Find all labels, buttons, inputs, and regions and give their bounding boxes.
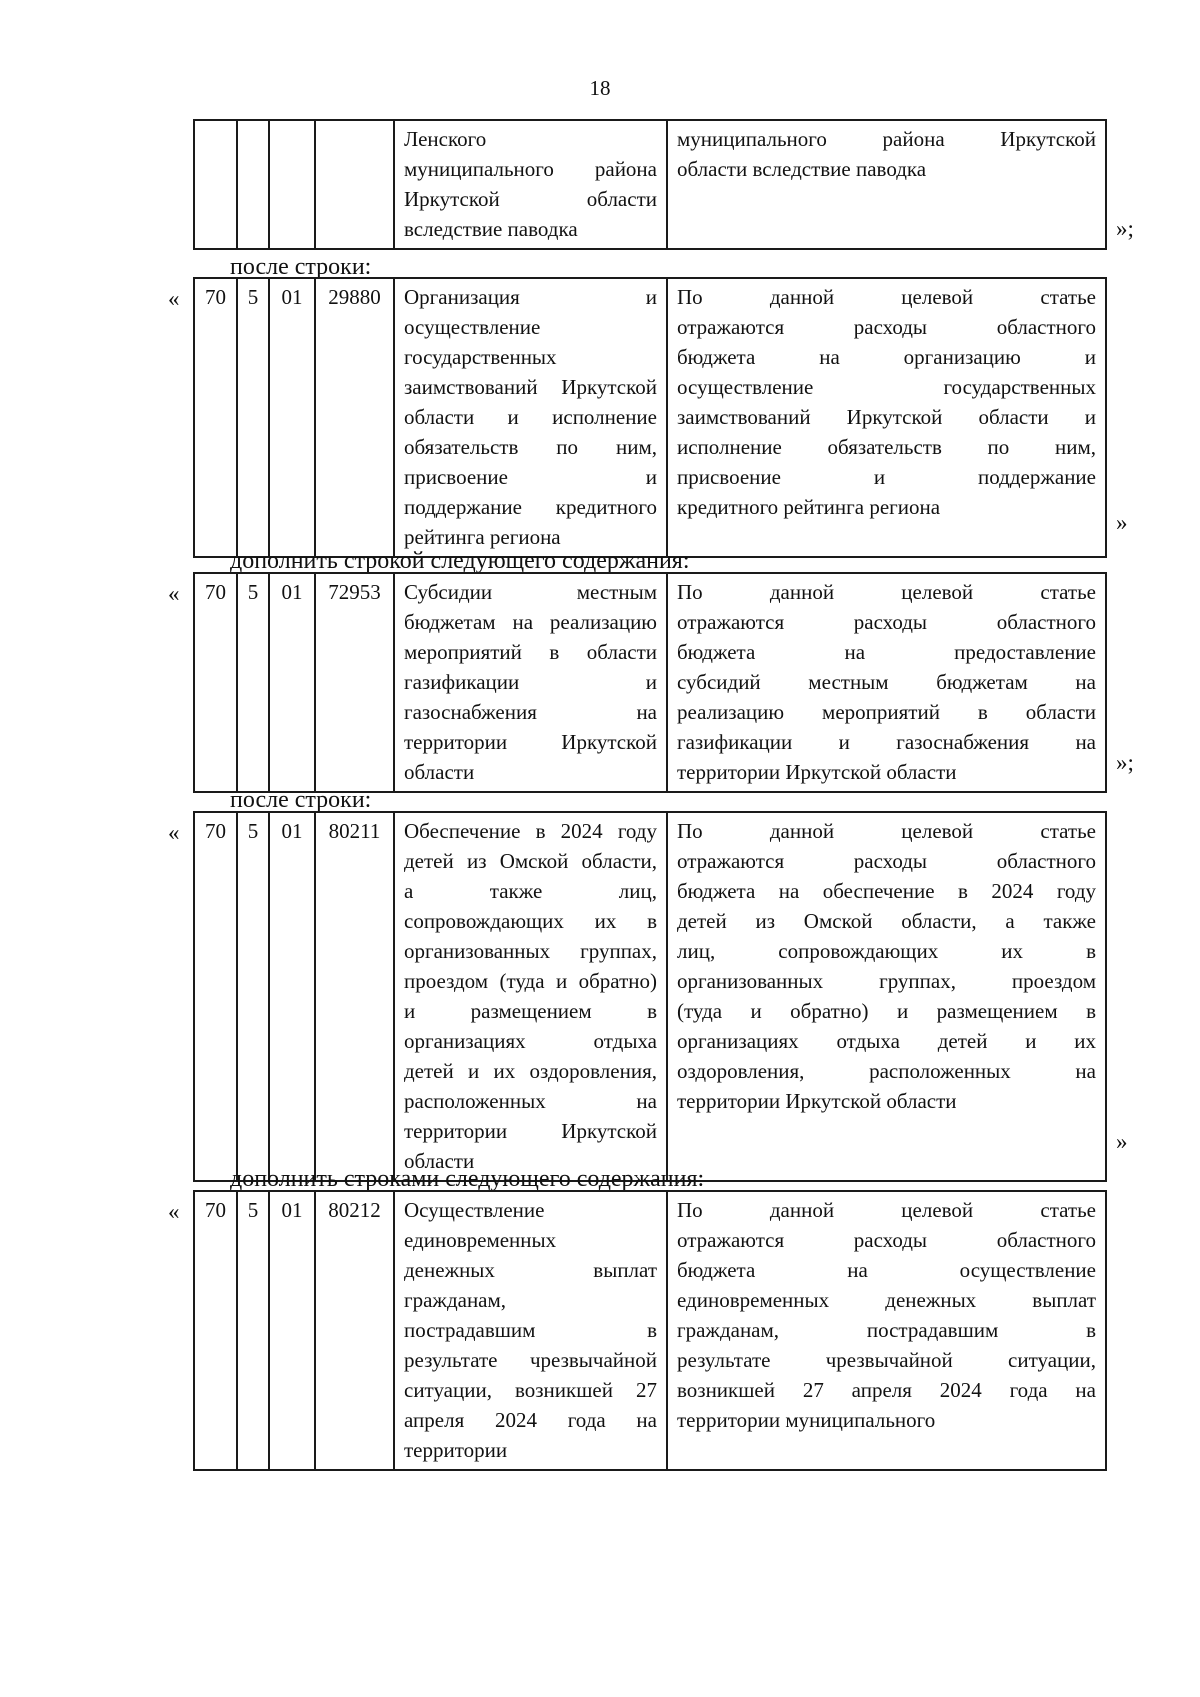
table-row — [194, 812, 1106, 1181]
code-col-4: 80212 — [315, 1191, 394, 1470]
item-description-line: исполнение обязательств по ним, — [677, 435, 1096, 459]
item-description-line: бюджета на осуществление — [677, 1258, 1096, 1282]
item-description-line: заимствований Иркутской области и — [677, 405, 1096, 429]
item-description-line: муниципального района Иркутской — [677, 127, 1096, 151]
code-col-3: 01 — [269, 1191, 315, 1470]
item-name-line: территории Иркутской — [404, 1119, 657, 1143]
budget-code-table — [193, 572, 1107, 793]
code-col-1: 70 — [194, 278, 237, 557]
code-col-1: 70 — [194, 573, 237, 792]
item-name-line: заимствований Иркутской — [404, 375, 657, 399]
budget-code-table — [193, 811, 1107, 1182]
item-description-line: осуществление государственных — [677, 375, 1096, 399]
code-col-2: 5 — [237, 1191, 269, 1470]
item-description-line: отражаются расходы областного — [677, 1228, 1096, 1252]
item-name-line: осуществление — [404, 315, 541, 339]
item-description-line: По данной целевой статье — [677, 580, 1096, 604]
item-name-line: организациях отдыха — [404, 1029, 657, 1053]
code-col-1 — [194, 120, 237, 249]
item-name-line: области — [404, 1149, 475, 1173]
item-name-line: денежных выплат — [404, 1258, 657, 1282]
item-name-line: и размещением в — [404, 999, 657, 1023]
item-description-line: лиц, сопровождающих их в — [677, 939, 1096, 963]
code-col-2: 5 — [237, 573, 269, 792]
item-description-line: бюджета на организацию и — [677, 345, 1096, 369]
item-description-line: бюджета на предоставление — [677, 640, 1096, 664]
item-name-line: рейтинга региона — [404, 525, 561, 549]
item-name-line: Иркутской области — [404, 187, 657, 211]
item-name-line: государственных — [404, 345, 557, 369]
code-col-1: 70 — [194, 1191, 237, 1470]
item-description-line: единовременных денежных выплат — [677, 1288, 1096, 1312]
item-description-line: По данной целевой статье — [677, 285, 1096, 309]
item-name-cell — [394, 278, 667, 557]
item-name-line: сопровождающих их в — [404, 909, 657, 933]
item-description-cell — [667, 1191, 1106, 1470]
item-description-cell — [667, 573, 1106, 792]
item-name-line: проездом (туда и обратно) — [404, 969, 657, 993]
open-quote-mark: « — [168, 820, 180, 845]
open-quote-mark: « — [168, 286, 180, 311]
code-col-3: 01 — [269, 278, 315, 557]
item-name-line: организованных группах, — [404, 939, 657, 963]
item-name-line: Осуществление — [404, 1198, 545, 1222]
item-name-line: бюджетам на реализацию — [404, 610, 657, 634]
code-col-2: 5 — [237, 812, 269, 1181]
item-description-line: отражаются расходы областного — [677, 315, 1096, 339]
code-col-2 — [237, 120, 269, 249]
close-quote-mark: »; — [1116, 216, 1134, 241]
item-name-line: поддержание кредитного — [404, 495, 657, 519]
item-description-line: гражданам, пострадавшим в — [677, 1318, 1096, 1342]
item-description-line: оздоровления, расположенных на — [677, 1059, 1096, 1083]
item-name-line: газоснабжения на — [404, 700, 657, 724]
budget-code-table — [193, 1190, 1107, 1471]
item-description-cell — [667, 120, 1106, 249]
item-name-line: Организация и — [404, 285, 657, 309]
instruction-text: после строки: — [230, 787, 372, 813]
item-name-line: результате чрезвычайной — [404, 1348, 657, 1372]
table-row — [194, 573, 1106, 792]
item-description-line: По данной целевой статье — [677, 1198, 1096, 1222]
item-description-line: (туда и обратно) и размещением в — [677, 999, 1096, 1023]
item-description-cell — [667, 812, 1106, 1181]
item-name-line: газификации и — [404, 670, 657, 694]
item-name-line: детей из Омской области, — [404, 849, 657, 873]
budget-code-table — [193, 119, 1107, 250]
code-col-2: 5 — [237, 278, 269, 557]
close-quote-mark: »; — [1116, 750, 1134, 775]
close-quote-mark: » — [1116, 510, 1128, 535]
instruction-text: после строки: — [230, 254, 372, 280]
item-name-line: Субсидии местным — [404, 580, 657, 604]
item-description-line: отражаются расходы областного — [677, 849, 1096, 873]
item-name-line: муниципального района — [404, 157, 657, 181]
item-name-line: обязательств по ним, — [404, 435, 657, 459]
code-col-4: 29880 — [315, 278, 394, 557]
table-row — [194, 1191, 1106, 1470]
item-description-line: бюджета на обеспечение в 2024 году — [677, 879, 1096, 903]
item-description-line: По данной целевой статье — [677, 819, 1096, 843]
item-name-line: области и исполнение — [404, 405, 657, 429]
code-col-3: 01 — [269, 812, 315, 1181]
item-name-cell — [394, 1191, 667, 1470]
item-description-line: организованных группах, проездом — [677, 969, 1096, 993]
page-number: 18 — [589, 76, 611, 100]
code-col-4 — [315, 120, 394, 249]
close-quote-mark: » — [1116, 1129, 1128, 1154]
code-col-3 — [269, 120, 315, 249]
code-col-1: 70 — [194, 812, 237, 1181]
item-name-line: Ленского — [404, 127, 487, 151]
item-description-line: субсидий местным бюджетам на — [677, 670, 1096, 694]
table-row — [194, 278, 1106, 557]
item-description-line: кредитного рейтинга региона — [677, 495, 941, 519]
item-description-line: территории муниципального — [677, 1408, 936, 1432]
item-name-line: а также лиц, — [404, 879, 657, 903]
item-description-line: территории Иркутской области — [677, 1089, 957, 1113]
instruction-text: дополнить строкой следующего содержания: — [230, 548, 690, 574]
open-quote-mark: « — [168, 1199, 180, 1224]
item-name-line: ситуации, возникшей 27 — [404, 1378, 657, 1402]
item-name-cell — [394, 812, 667, 1181]
item-description-line: реализацию мероприятий в области — [677, 700, 1096, 724]
item-description-line: возникшей 27 апреля 2024 года на — [677, 1378, 1096, 1402]
table-row — [194, 120, 1106, 249]
instruction-text: дополнить строками следующего содержания: — [230, 1166, 705, 1192]
item-name-line: территории Иркутской — [404, 730, 657, 754]
item-name-line: расположенных на — [404, 1089, 657, 1113]
item-name-line: вследствие паводка — [404, 217, 578, 241]
item-name-line: Обеспечение в 2024 году — [404, 819, 657, 843]
item-name-line: территории — [404, 1438, 508, 1462]
item-description-line: организациях отдыха детей и их — [677, 1029, 1096, 1053]
item-name-line: области — [404, 760, 475, 784]
open-quote-mark: « — [168, 581, 180, 606]
code-col-4: 72953 — [315, 573, 394, 792]
item-description-line: области вследствие паводка — [677, 157, 927, 181]
code-col-3: 01 — [269, 573, 315, 792]
item-name-line: детей и их оздоровления, — [404, 1059, 657, 1083]
item-description-line: территории Иркутской области — [677, 760, 957, 784]
item-name-line: мероприятий в области — [404, 640, 657, 664]
item-description-line: отражаются расходы областного — [677, 610, 1096, 634]
item-name-line: присвоение и — [404, 465, 657, 489]
item-description-line: присвоение и поддержание — [677, 465, 1096, 489]
item-name-line: гражданам, — [404, 1288, 507, 1312]
item-name-cell — [394, 120, 667, 249]
item-name-line: единовременных — [404, 1228, 557, 1252]
budget-code-table — [193, 277, 1107, 558]
item-name-cell — [394, 573, 667, 792]
item-description-cell — [667, 278, 1106, 557]
item-description-line: результате чрезвычайной ситуации, — [677, 1348, 1096, 1372]
item-name-line: апреля 2024 года на — [404, 1408, 657, 1432]
item-description-line: детей из Омской области, а также — [677, 909, 1096, 933]
item-name-line: пострадавшим в — [404, 1318, 657, 1342]
code-col-4: 80211 — [315, 812, 394, 1181]
item-description-line: газификации и газоснабжения на — [677, 730, 1096, 754]
